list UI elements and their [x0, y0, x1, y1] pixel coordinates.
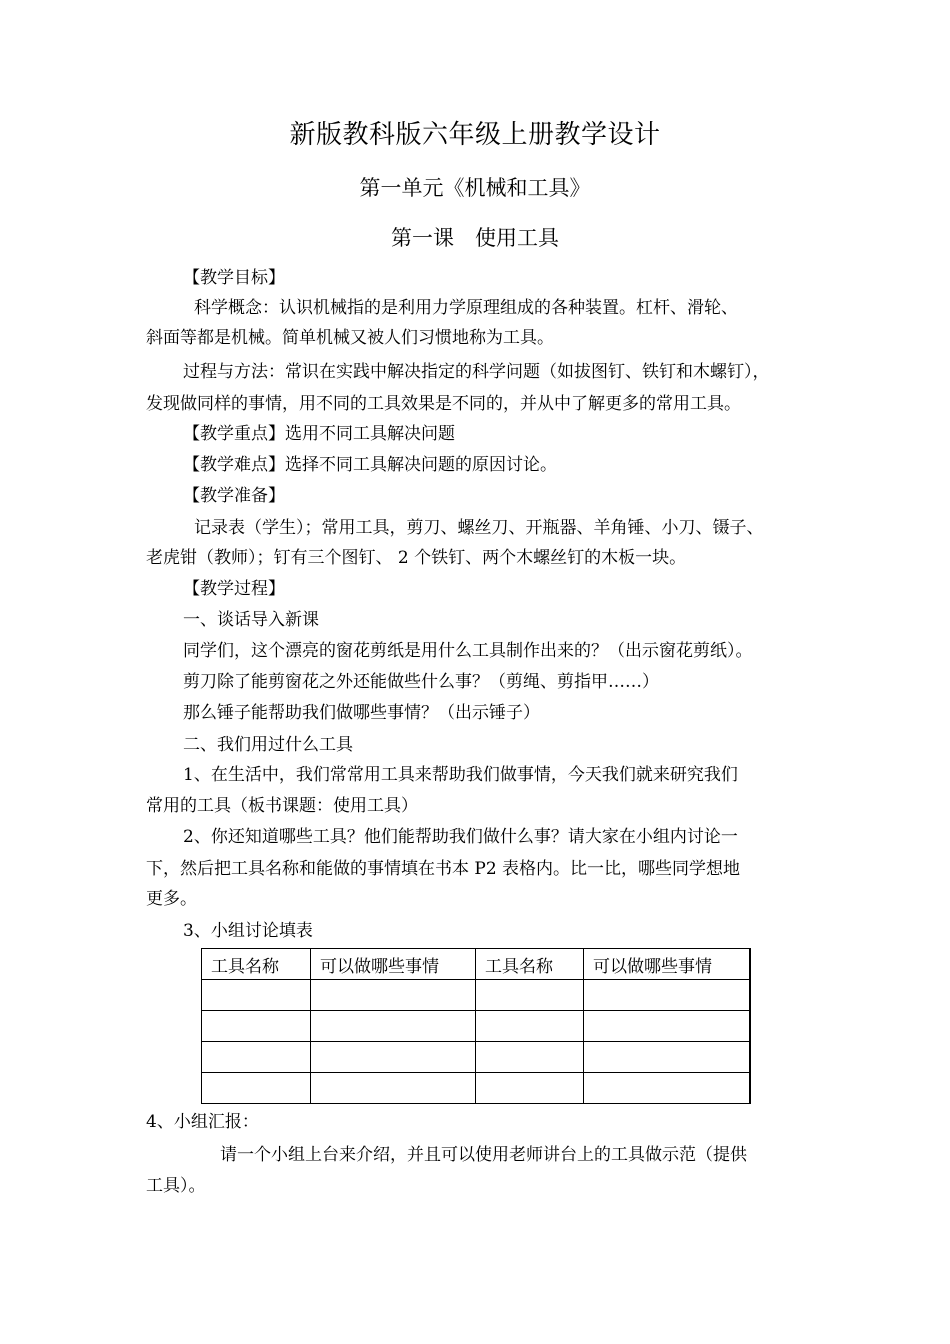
paragraph-line: 常用的工具（板书课题：使用工具）: [146, 796, 418, 816]
paragraph-line: 发现做同样的事情，用不同的工具效果是不同的，并从中了解更多的常用工具。: [146, 394, 741, 414]
paragraph-line: 那么锤子能帮助我们做哪些事情？（出示锤子）: [183, 703, 540, 723]
unit-title: 第一单元《机械和工具》: [359, 176, 591, 200]
table-row: [202, 1042, 750, 1073]
table-cell: [476, 1042, 584, 1073]
table-cell: [311, 1073, 476, 1104]
table-cell: [476, 1011, 584, 1042]
table-cell: [584, 1073, 750, 1104]
table-cell: [202, 1042, 311, 1073]
table-header-cell: 工具名称: [202, 949, 311, 980]
table-header-cell: 工具名称: [476, 949, 584, 980]
table-cell: [584, 1011, 750, 1042]
table-cell: [311, 1011, 476, 1042]
process-heading: 【教学过程】: [183, 579, 285, 599]
prep-heading: 【教学准备】: [183, 486, 285, 506]
table-cell: [202, 980, 311, 1011]
paragraph-line: 2、你还知道哪些工具？他们能帮助我们做什么事？请大家在小组内讨论一: [183, 827, 738, 847]
group-discussion-table: [201, 948, 751, 1104]
paragraph-line: 下，然后把工具名称和能做的事情填在书本 P2 表格内。比一比，哪些同学想地: [146, 859, 741, 879]
paragraph-line: 请一个小组上台来介绍，并且可以使用老师讲台上的工具做示范（提供: [220, 1145, 747, 1165]
paragraph-line: 剪刀除了能剪窗花之外还能做些什么事？（剪绳、剪指甲……）: [183, 672, 659, 692]
table-header-row: [202, 949, 750, 980]
paragraph-line: 同学们，这个漂亮的窗花剪纸是用什么工具制作出来的？（出示窗花剪纸）。: [183, 641, 753, 661]
table-header-cell: 可以做哪些事情: [311, 949, 476, 980]
table-cell: [476, 980, 584, 1011]
table-cell: [584, 980, 750, 1011]
paragraph-line: 4、小组汇报：: [146, 1112, 259, 1132]
table-cell: [202, 1073, 311, 1104]
paragraph-line: 工具）。: [146, 1176, 206, 1196]
table-cell: [584, 1042, 750, 1073]
paragraph-line: 1、在生活中，我们常常用工具来帮助我们做事情，今天我们就来研究我们: [183, 765, 738, 785]
paragraph-line: 更多。: [146, 889, 197, 909]
goal-heading: 【教学目标】: [183, 268, 285, 288]
table-row: [202, 1011, 750, 1042]
paragraph-line: 科学概念：认识机械指的是利用力学原理组成的各种装置。杠杆、滑轮、: [194, 298, 738, 318]
paragraph-line: 过程与方法：常识在实践中解决指定的科学问题（如拔图钉、铁钉和木螺钉），: [183, 362, 770, 382]
paragraph-line: 老虎钳（教师）；钉有三个图钉、 2 个铁钉、两个木螺丝钉的木板一块。: [146, 548, 687, 568]
table-row: [202, 980, 750, 1011]
lesson-title: 第一课 使用工具: [391, 226, 559, 250]
section-heading: 二、我们用过什么工具: [183, 735, 353, 755]
section-heading: 一、谈话导入新课: [183, 610, 319, 630]
document-title: 新版教科版六年级上册教学设计: [289, 120, 661, 150]
table-cell: [202, 1011, 311, 1042]
paragraph-line: 斜面等都是机械。简单机械又被人们习惯地称为工具。: [146, 328, 554, 348]
table-cell: [476, 1073, 584, 1104]
paragraph-line: 记录表（学生）；常用工具，剪刀、螺丝刀、开瓶器、羊角锤、小刀、镊子、: [194, 518, 764, 538]
key-point: 【教学重点】选用不同工具解决问题: [183, 424, 455, 444]
paragraph-line: 3、小组讨论填表: [183, 921, 313, 941]
table-cell: [311, 1042, 476, 1073]
table-header-cell: 可以做哪些事情: [584, 949, 750, 980]
table-cell: [311, 980, 476, 1011]
table-row: [202, 1073, 750, 1104]
difficulty: 【教学难点】选择不同工具解决问题的原因讨论。: [183, 455, 557, 475]
